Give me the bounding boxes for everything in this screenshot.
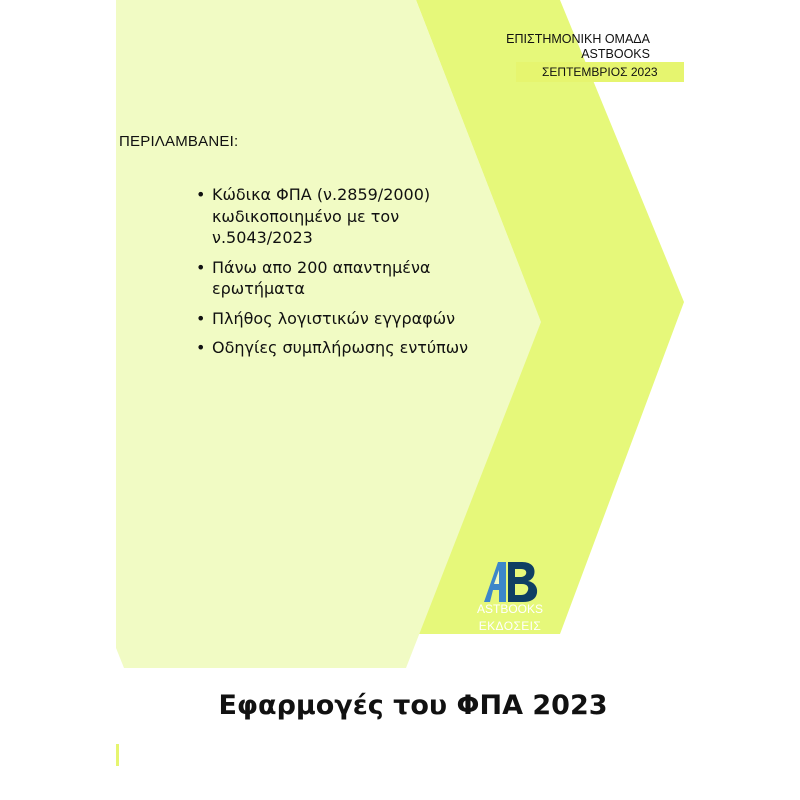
list-item [196,308,476,330]
publisher-tagline: ΕΚΔΟΣΕΙΣ [478,619,542,633]
bullet-icon: • [196,257,206,277]
list-item [196,257,476,300]
decorative-edge-mark [116,744,119,766]
publication-date: ΣΕΠΤΕΜΒΡΙΟΣ 2023 [516,62,684,82]
bullet-icon: • [196,308,206,328]
bullet-icon: • [196,338,206,357]
bullet-icon: • [196,185,206,204]
list-item-text: Κώδικα ΦΠΑ (ν.2859/2000) κωδικοποιημένο με τον ν.5043/2023 [212,185,431,247]
publisher-name-part1: AST [476,602,501,616]
ab-logo-icon [478,560,540,602]
author-line-2: ASTBOOKS [581,47,650,61]
contents-heading: ΠΕΡΙΛΑΜΒΑΝΕΙ: [119,133,239,150]
list-item-text: Πάνω απο 200 απαντημένα ερωτήματα [212,257,431,298]
list-item-text: Πλήθος λογιστικών εγγραφών [212,308,456,328]
list-item-text: Οδηγίες συμπλήρωσης εντύπων [212,338,469,357]
publisher-name-part2: BOOKS [500,602,544,616]
book-title: Εφαρμογές του ΦΠΑ 2023 [218,690,608,721]
publisher-logo [474,560,546,638]
list-item [196,337,476,359]
author-block [506,32,650,62]
author-line-1: ΕΠΙΣΤΗΜΟΝΙΚΗ ΟΜΑΔΑ [506,32,650,46]
list-item [196,184,476,249]
contents-list [196,184,476,367]
publisher-name [474,602,546,616]
